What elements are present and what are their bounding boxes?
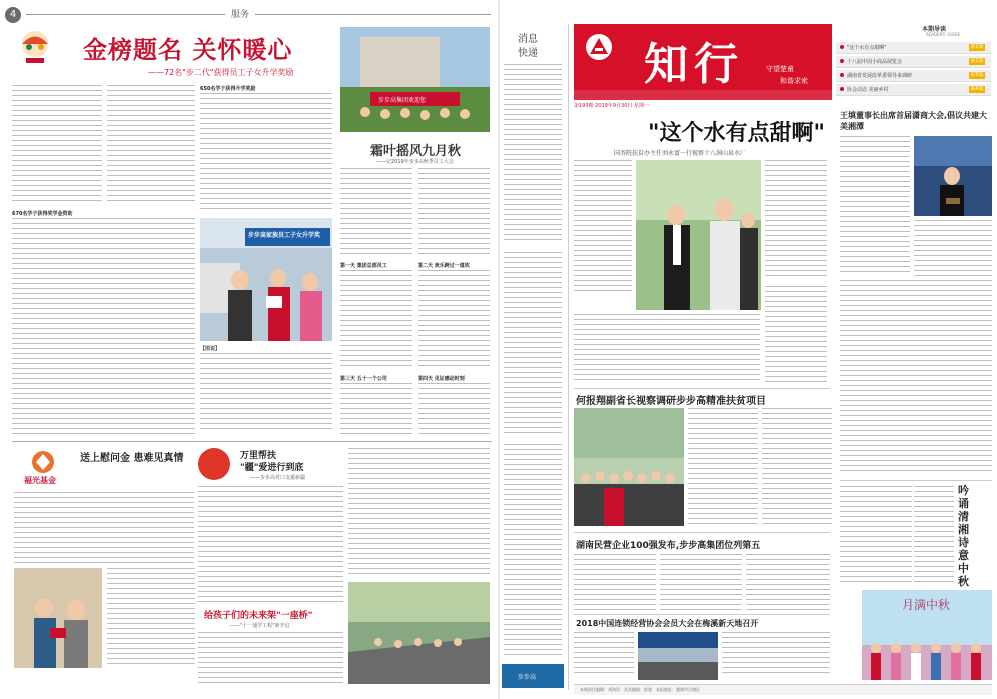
masthead [574, 24, 832, 100]
story2-rule [574, 388, 830, 389]
side-story-col-a [840, 136, 910, 276]
toc-title-3: 协会动态 美丽乡村 [847, 87, 889, 93]
article-column-2 [200, 93, 332, 213]
feature-col-a [340, 168, 412, 258]
toc-title-2: 湖南省发展改革委领导来调研 [847, 73, 913, 79]
toc-item-2[interactable] [836, 70, 991, 82]
feature-col-f [418, 383, 490, 438]
story2-col-b [762, 408, 832, 528]
news2-title: 万里帮扶 [240, 451, 277, 461]
lead-col-2 [765, 160, 827, 280]
story2-title: 何报翔副省长视察调研步步高精准扶贫项目 [576, 396, 766, 407]
toc [836, 24, 991, 100]
poem-col-a [840, 486, 912, 586]
toc-page-2: 第3版 [970, 72, 984, 78]
toc-item-3[interactable] [836, 84, 991, 96]
toc-page-1: 第2版 [970, 58, 984, 64]
toc-page-3: 第4版 [970, 86, 984, 92]
brief-body-3 [504, 444, 562, 659]
right-page [500, 0, 997, 699]
feature-head-2: 第三天 五十一个公司 [340, 376, 387, 382]
story4-photo [638, 632, 718, 680]
toc-title-1: 十八届中国小商品展览会 [847, 59, 903, 65]
feature-sub: ——记2019年步步高秋季员工大会 [376, 159, 454, 165]
poem-title: 吟诵清湘 诗意中秋 [958, 484, 969, 588]
news2-title2: "疆"爱进行到底 [240, 463, 304, 473]
feature-photo [340, 27, 490, 132]
story3-rule [574, 532, 830, 533]
news1-title [80, 452, 190, 466]
brief-head: 消息 [518, 34, 538, 45]
left-bottom-rule [12, 441, 492, 442]
section-rule [26, 14, 491, 15]
news3-title: 给孩子们的未来架"一座桥" [204, 611, 313, 621]
news1-body [14, 492, 194, 564]
feature-head-3: 第四天 见证感动时刻 [418, 376, 465, 382]
story4-title: 2018中国连锁经营协会会员大会在梅溪新天地召开 [576, 619, 759, 628]
masthead-info-bar [574, 90, 832, 100]
lead-sub: 国务院扶贫办主任刘永富一行视察十八洞山泉水厂 [614, 150, 747, 157]
article-column-1a [12, 85, 102, 205]
poem-photo [862, 590, 992, 680]
story4-col-a [574, 632, 634, 677]
toc-head-en: READERS' GUIDE [926, 32, 961, 37]
poem-rule [840, 480, 992, 481]
footer-bar [574, 684, 992, 695]
left-page [0, 0, 498, 699]
footer-text: 本期责任编辑：刘海洋 美术编辑：彭超 本报地址：湘潭市岳塘区 [580, 687, 700, 692]
feature-head-0: 第一天 集团总部员工 [340, 263, 387, 269]
lead-col-3 [574, 314, 760, 384]
masthead-info: 第193期 2019年9月30日 星期一 [574, 103, 649, 109]
story4-rule [574, 614, 830, 615]
toc-bullet-icon [840, 45, 844, 49]
lead-photo [636, 160, 761, 310]
feature-col-c [340, 270, 412, 370]
section-label: 服务 [225, 7, 255, 20]
side-story-photo [914, 136, 992, 216]
toc-item-1[interactable] [836, 56, 991, 68]
toc-item-0[interactable] [836, 42, 991, 54]
story3-col-b [660, 554, 742, 610]
article-column-1b [107, 85, 195, 205]
side-story-col-b [914, 220, 992, 276]
news1-title-text: 送上慰问金 患难见真情 [80, 453, 184, 464]
page-number-badge-icon [5, 7, 21, 23]
story3-col-a [574, 554, 656, 610]
story2-col-a [688, 408, 758, 528]
news3-photo [348, 582, 490, 684]
masthead-slogan1: 守望楚童 [766, 65, 794, 73]
photo-caption-text [200, 353, 332, 433]
story4-col-b [722, 632, 830, 677]
toc-bullet-icon [840, 87, 844, 91]
lead-col-4 [765, 286, 827, 384]
fund-logo [14, 448, 72, 486]
feature-col-e [340, 383, 412, 438]
news2-body-right [348, 448, 490, 578]
award-photo [200, 218, 332, 341]
news2-sub: ——步步高对口支援新疆 [250, 475, 306, 481]
side-story-col-c [840, 280, 992, 475]
photo-caption-head: 【图说】 [200, 346, 221, 352]
news2-logo [198, 448, 230, 480]
sub-head-1: 670名学子获得奖学金资助 [12, 211, 73, 217]
feature-head-1: 第二天 欢乐跨过一道坎 [418, 263, 470, 269]
logo-icon [586, 34, 612, 60]
toc-head: 本期导读 [922, 26, 947, 33]
feature-title: 霜叶摇风九月秋 [370, 144, 462, 159]
page-number: 4 [9, 9, 17, 20]
poem-col-b [914, 486, 954, 586]
brief-ad-label: 步步高 [518, 674, 537, 681]
lead-headline: "这个水有点甜啊" [648, 121, 825, 146]
side-story-title: 王填董事长出席首届潇商大会,倡议共建大美湘潭 [840, 111, 988, 131]
brief-body-1 [504, 64, 562, 244]
feature-col-d [418, 270, 490, 370]
kids-logo [14, 27, 56, 65]
toc-bullet-icon [840, 73, 844, 77]
brief-column [500, 24, 569, 690]
sub-head-0: 650名学子获得升学奖励 [200, 86, 256, 92]
main-subheadline: ——72名"步二代"获得员工子女升学奖励 [148, 68, 294, 77]
news1-photo [14, 568, 102, 668]
brief-body-2 [504, 252, 562, 437]
feature-photo-text: 步步高集团欢迎您 [378, 97, 427, 104]
news2-body [198, 486, 343, 604]
story3-col-c [746, 554, 830, 610]
toc-title-0: "这个水有点甜啊" [847, 45, 887, 51]
fund-logo-text: 福光基金 [24, 476, 56, 485]
main-headline: 金榜题名 关怀暖心 [83, 36, 293, 64]
toc-bullet-icon [840, 59, 844, 63]
brief-head2: 快递 [518, 48, 538, 59]
news3-sub: ——"十一通学工程"新开启 [230, 623, 290, 629]
article-column-1c [12, 218, 195, 434]
lead-col-1 [574, 160, 632, 295]
news1-body-2 [107, 568, 195, 668]
masthead-title: 知行 [644, 39, 744, 90]
toc-page-0: 第1版 [970, 44, 984, 50]
feature-col-b [418, 168, 490, 258]
poem-banner: 月满中秋 [902, 598, 951, 612]
story3-title: 湖南民营企业100强发布,步步高集团位列第五 [576, 541, 761, 551]
story2-photo [574, 408, 684, 526]
masthead-slogan2: 和谐求索 [780, 77, 808, 85]
photo-banner-text: 步步高家族员工子女升学奖 [248, 232, 321, 239]
news3-body [198, 632, 343, 684]
